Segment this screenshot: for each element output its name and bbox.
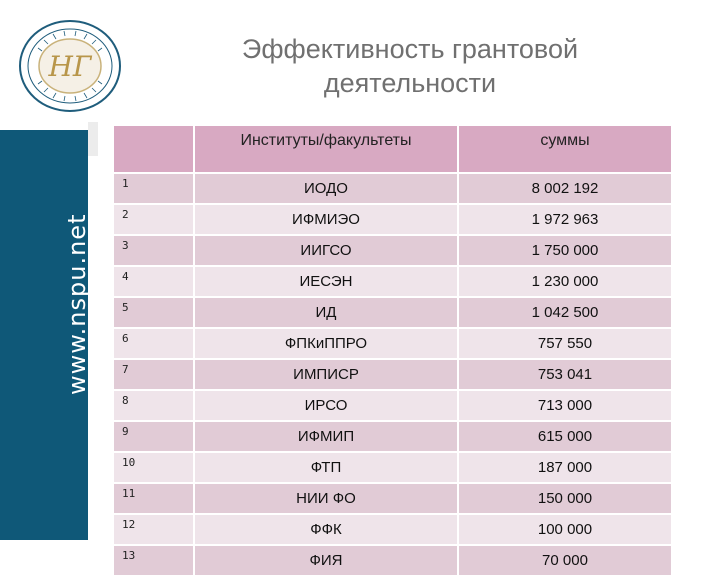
row-institute: ИФМИП (194, 421, 458, 452)
title-line-1: Эффективность грантовой (241, 34, 579, 64)
row-number: 8 (114, 390, 194, 421)
title-line-2: деятельности (323, 68, 497, 98)
row-sum: 1 042 500 (458, 297, 672, 328)
header-number (114, 126, 194, 173)
row-number: 12 (114, 514, 194, 545)
row-institute: ИРСО (194, 390, 458, 421)
row-institute: ФПКиППРО (194, 328, 458, 359)
row-number: 4 (114, 266, 194, 297)
table-row (114, 359, 672, 390)
header-institute: Институты/факультеты (194, 126, 458, 173)
header-sum: суммы (458, 126, 672, 173)
row-institute: ФТП (194, 452, 458, 483)
row-sum: 1 750 000 (458, 235, 672, 266)
table-row (114, 545, 672, 576)
row-number: 11 (114, 483, 194, 514)
row-sum: 753 041 (458, 359, 672, 390)
page-title (140, 32, 680, 100)
table-row (114, 328, 672, 359)
row-institute: ИИГСО (194, 235, 458, 266)
row-institute: ИМПИСР (194, 359, 458, 390)
table-header-row (114, 126, 672, 173)
row-number: 9 (114, 421, 194, 452)
row-institute: ФФК (194, 514, 458, 545)
row-sum: 100 000 (458, 514, 672, 545)
table-row (114, 514, 672, 545)
table-row (114, 483, 672, 514)
row-number: 3 (114, 235, 194, 266)
table-row (114, 421, 672, 452)
row-institute: ИФМИЭО (194, 204, 458, 235)
row-institute: ИЕСЭН (194, 266, 458, 297)
row-sum: 187 000 (458, 452, 672, 483)
row-institute: ИОДО (194, 173, 458, 204)
row-number: 7 (114, 359, 194, 390)
row-institute: НИИ ФО (194, 483, 458, 514)
row-sum: 713 000 (458, 390, 672, 421)
row-number: 6 (114, 328, 194, 359)
svg-text:НГ: НГ (48, 50, 92, 83)
row-sum: 615 000 (458, 421, 672, 452)
row-number: 2 (114, 204, 194, 235)
row-sum: 8 002 192 (458, 173, 672, 204)
row-number: 1 (114, 173, 194, 204)
row-institute: ИД (194, 297, 458, 328)
table-row (114, 235, 672, 266)
table-row (114, 452, 672, 483)
table-row (114, 266, 672, 297)
row-number: 13 (114, 545, 194, 576)
grants-table (114, 126, 673, 577)
decorative-bar (88, 122, 98, 156)
row-number: 10 (114, 452, 194, 483)
logo-area (0, 0, 92, 130)
table-row (114, 390, 672, 421)
table-row (114, 297, 672, 328)
site-url: www.nspu.net (63, 213, 91, 395)
row-number: 5 (114, 297, 194, 328)
table-row (114, 173, 672, 204)
table-row (114, 204, 672, 235)
row-sum: 757 550 (458, 328, 672, 359)
university-seal-icon (18, 18, 122, 114)
row-sum: 1 972 963 (458, 204, 672, 235)
row-sum: 1 230 000 (458, 266, 672, 297)
row-institute: ФИЯ (194, 545, 458, 576)
row-sum: 150 000 (458, 483, 672, 514)
row-sum: 70 000 (458, 545, 672, 576)
